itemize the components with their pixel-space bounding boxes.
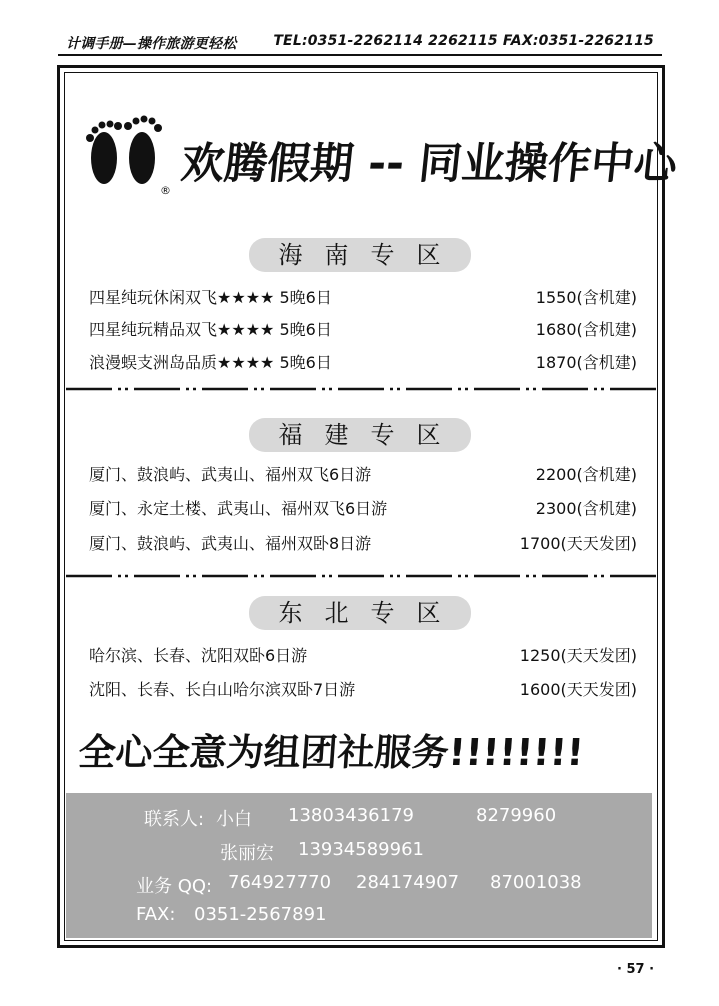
section-title-hainan bbox=[0, 238, 719, 274]
tour-price: 1250(天天发团) bbox=[519, 646, 637, 665]
tour-row bbox=[89, 677, 637, 703]
page-number: · 57 · bbox=[617, 962, 655, 977]
contact-label: 联系人: bbox=[144, 809, 205, 830]
tour-price: 1550(含机建) bbox=[535, 288, 637, 307]
tour-price: 2300(含机建) bbox=[535, 499, 637, 518]
tour-price: 1680(含机建) bbox=[535, 320, 637, 339]
tour-name: 四星纯玩休闲双飞★★★★ 5晚6日 bbox=[89, 288, 332, 307]
qq-number-3: 87001038 bbox=[490, 872, 582, 893]
section-divider bbox=[66, 386, 656, 392]
section-title-label: 东北专区 bbox=[249, 596, 471, 630]
section-title-northeast bbox=[0, 596, 719, 632]
qq-label: 业务 QQ: bbox=[136, 876, 213, 897]
tour-name: 沈阳、长春、长白山哈尔滨双卧7日游 bbox=[89, 680, 356, 699]
tour-price: 2200(含机建) bbox=[535, 465, 637, 484]
tour-name: 厦门、鼓浪屿、武夷山、福州双飞6日游 bbox=[89, 465, 372, 484]
qq-number-1: 764927770 bbox=[228, 872, 332, 893]
tour-row bbox=[89, 643, 637, 669]
service-slogan: 全心全意为组团社服务!!!!!!!! bbox=[77, 731, 586, 774]
header-contact: TEL:0351-2262114 2262115 FAX:0351-2262115 bbox=[273, 33, 654, 49]
contact-phone-1: 13803436179 bbox=[288, 805, 414, 826]
tour-row bbox=[89, 531, 637, 557]
qq-number-2: 284174907 bbox=[356, 872, 460, 893]
section-title-label: 福建专区 bbox=[249, 418, 471, 452]
header-rule bbox=[58, 54, 662, 56]
fax-label: FAX: bbox=[136, 904, 176, 925]
page-header bbox=[66, 33, 654, 53]
tour-row bbox=[89, 462, 637, 488]
tour-name: 厦门、鼓浪屿、武夷山、福州双卧8日游 bbox=[89, 534, 372, 553]
contact-phone-2: 13934589961 bbox=[298, 839, 424, 860]
brand-title: 欢腾假期 -- 同业操作中心 bbox=[178, 139, 680, 189]
tour-row bbox=[89, 317, 637, 343]
tour-row bbox=[89, 285, 637, 311]
header-slogan: 计调手册—操作旅游更轻松 bbox=[66, 36, 237, 52]
tour-price: 1700(天天发团) bbox=[519, 534, 637, 553]
tour-row bbox=[89, 496, 637, 522]
tour-name: 厦门、永定土楼、武夷山、福州双飞6日游 bbox=[89, 499, 388, 518]
tour-row bbox=[89, 350, 637, 376]
footprint-logo-icon bbox=[82, 108, 172, 203]
section-title-label: 海南专区 bbox=[249, 238, 471, 272]
section-divider bbox=[66, 573, 656, 579]
section-title-fujian bbox=[0, 418, 719, 454]
contact-person-1: 小白 bbox=[216, 809, 252, 830]
contact-box bbox=[66, 793, 652, 938]
registered-mark: ® bbox=[160, 184, 171, 197]
contact-phone-1b: 8279960 bbox=[476, 805, 557, 826]
tour-price: 1870(含机建) bbox=[535, 353, 637, 372]
tour-name: 四星纯玩精品双飞★★★★ 5晚6日 bbox=[89, 320, 332, 339]
fax-number: 0351-2567891 bbox=[194, 904, 327, 925]
tour-name: 哈尔滨、长春、沈阳双卧6日游 bbox=[89, 646, 308, 665]
contact-person-2: 张丽宏 bbox=[220, 843, 274, 864]
tour-price: 1600(天天发团) bbox=[519, 680, 637, 699]
tour-name: 浪漫蜈支洲岛品质★★★★ 5晚6日 bbox=[89, 353, 332, 372]
